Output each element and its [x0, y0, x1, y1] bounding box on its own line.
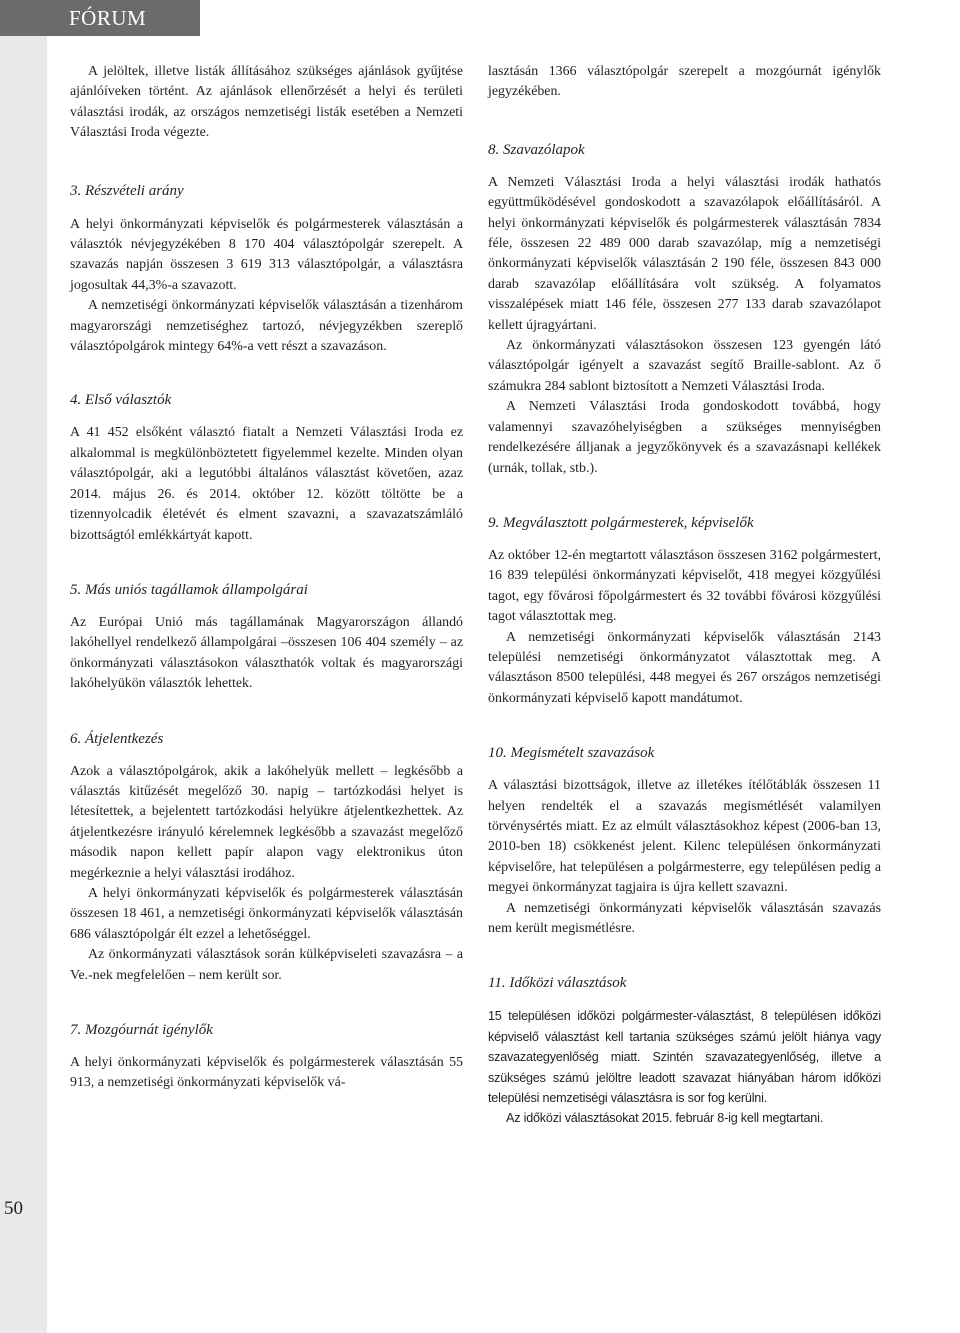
section-9-paragraph-1: Az október 12-én megtartott választáson összesen 3162 polgármestert, 16 839 települési önkormányzati képviselőt, 418 megyei közgyűlési tagot, egy fővárosi főpolgármestert és 32 további fővárosi közgyűlési tagot választottak meg.	[488, 547, 881, 625]
section-10-paragraph-2: A nemzetiségi önkormányzati képviselők választásán szavazás nem került megismétlésre.	[488, 900, 881, 936]
section-9-title: 9. Megválasztott polgármesterek, képviselők	[488, 514, 754, 531]
section-label: FÓRUM	[69, 6, 147, 30]
left-column	[70, 62, 463, 1094]
section-7-paragraph-1: A helyi önkormányzati képviselők és polgármesterek választásán 55 913, a nemzetiségi önkormányzati képviselők vá-	[70, 1055, 463, 1091]
section-4-paragraph-1: A 41 452 elsőként választó fiatalt a Nemzeti Választási Iroda ez alkalommal is megkülönböztetett figyelemmel kezelte. Minden olyan választópolgár, aki a legutóbbi általános választást követően, azaz 2014. május 26. és 2014. október 12. között töltötte be a tizennyolcadik életévét és elment szavazni, a szavazatszámláló bizottságtól emlékkártyát kapott.	[70, 425, 463, 543]
section-10-title: 10. Megismételt szavazások	[488, 745, 655, 762]
section-11-paragraph-2: Az időközi választásokat 2015. február 8-ig kell megtartani.	[506, 1111, 824, 1126]
section-8-title: 8. Szavazólapok	[488, 141, 585, 158]
section-6-paragraph-1: Azok a választópolgárok, akik a lakóhelyük mellett – legkésőbb a választás kitűzését megelőző 30. napig – tartózkodási helyet is létesítettek, a bejelentett tartózkodási helyükre átjelentkezhettek. Az átjelentkezésre irányuló kérelemnek legkésőbb a szavazást megelőző második napon kellett papír alapon vagy elektronikus úton megérkeznie a helyi választási irodához.	[70, 763, 463, 881]
intro-paragraph: A jelöltek, illetve listák állításához szükséges ajánlások gyűjtése ajánlóíveken történt. Az ajánlások ellenőrzését a helyi és területi választási irodák, az országos nemzetiségi listák esetében a Nemzeti Választási Iroda végezte.	[70, 64, 463, 141]
section-header-band	[0, 0, 200, 36]
section-6-paragraph-3: Az önkormányzati választások során külképviseleti szavazásra – a Ve.-nek megfelelően – nem került sor.	[70, 947, 463, 983]
section-3-title: 3. Részvételi arány	[70, 182, 184, 199]
section-8-paragraph-2: Az önkormányzati választásokon összesen 123 gyengén látó választópolgár igényelt a szavazást segítő Braille-sablont. Az ő számukra 284 sablont biztosított a Nemzeti Választási Iroda.	[488, 338, 881, 394]
section-11-paragraph-1: 15 településen időközi polgármester-választást, 8 településen időközi képviselő választást kell tartania szükséges számú jelölt hiánya vagy szavazategyenlőség miatt. Szintén szavazategyenlőség, illetve a szükséges számú jelöltre leadott szavazat hiányában három időközi települési nemzetiségi választásra is sor fog kerülni.	[488, 1009, 881, 1106]
right-column	[488, 62, 881, 1129]
section-5-paragraph-1: Az Európai Unió más tagállamának Magyarországon állandó lakóhellyel rendelkező állampolgárai –összesen 106 404 személy – az önkormányzati választásokon választhatók voltak és magyarországi lakóhelyükön választók lehettek.	[70, 614, 463, 692]
section-8-paragraph-1: A Nemzeti Választási Iroda a helyi választási irodák hathatós együttműködésével gondoskodott a szavazólapok előállításáról. A helyi önkormányzati képviselők és polgármesterek választásán 7834 féle, összesen 22 489 000 darab szavazólap, míg a nemzetiségi önkormányzati képviselők választásán 2 190 féle, összesen 843 000 darab szavazólap előállítására volt szükség. A folyamatos visszalépések miatt 146 féle, összesen 277 133 darab szavazólapot kellett újragyártani.	[488, 174, 881, 333]
section-3-paragraph-2: A nemzetiségi önkormányzati képviselők választásán a tizenhárom magyarországi nemzetiséghez tartozó, névjegyzékben szereplő választópolgárok mintegy 64%-a vett részt a szavazáson.	[70, 298, 463, 355]
sidebar-band	[0, 0, 47, 1333]
page-number: 50	[4, 1198, 23, 1219]
section-6-paragraph-2: A helyi önkormányzati képviselők és polgármesterek választásán összesen 18 461, a nemzetiségi önkormányzati képviselők választásán 686 választópolgár élt ezzel a lehetőséggel.	[70, 885, 463, 942]
section-3-paragraph-1: A helyi önkormányzati képviselők és polgármesterek választásán a választók névjegyzékében 8 170 404 választópolgár szerepelt. A szavazás napján összesen 3 619 313 választópolgár, a választásra jogosultak 44,3%-a szavazott.	[70, 216, 463, 293]
section-5-title: 5. Más uniós tagállamok állampolgárai	[70, 581, 308, 598]
section-11-title: 11. Időközi választások	[488, 975, 627, 992]
section-7-title: 7. Mozgóurnát igénylők	[70, 1022, 213, 1038]
section-10-paragraph-1: A választási bizottságok, illetve az illetékes ítélőtáblák összesen 11 helyen rendelték el a szavazás megismétlését valamilyen törvénysértés miatt. Ez az elmúlt választásokhoz képest (2006-ban 13, 2010-ben 18) csökkenést jelent. Kilenc településen önkormányzati képviselőre, hat településen a polgármesterre, egy településen pedig a megyei önkormányzat tagjaira is újra kellett szavazni.	[488, 778, 881, 896]
section-4-title: 4. Első választók	[70, 392, 172, 409]
section-6-title: 6. Átjelentkezés	[70, 730, 164, 747]
section-9-paragraph-2: A nemzetiségi önkormányzati képviselők választásán 2143 települési nemzetiségi önkormányzatot választottak meg. A választáson 8500 települési, 448 megyei és 267 országos nemzetiségi önkormányzati képviselő kapott mandátumot.	[488, 629, 881, 706]
section-7-continuation: lasztásán 1366 választópolgár szerepelt a mozgóurnát igénylők jegyzékében.	[488, 64, 881, 100]
section-8-paragraph-3: A Nemzeti Választási Iroda gondoskodott továbbá, hogy valamennyi szavazóhelyiségben a szükséges mennyiségben rendelkezésére álljanak a jegyzőkönyvek és a szavazásnapi kellékek (urnák, tollak, stb.).	[488, 399, 881, 476]
